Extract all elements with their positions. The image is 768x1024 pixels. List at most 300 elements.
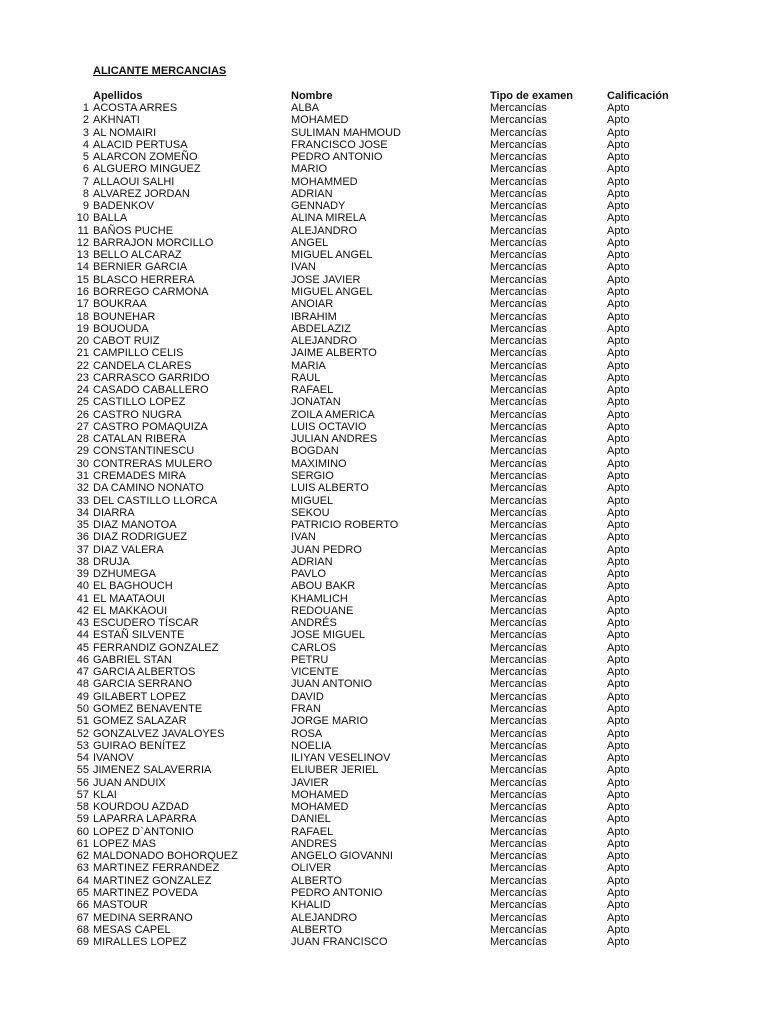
- row-apellidos: BAÑOS PUCHE: [93, 224, 174, 237]
- row-nombre: MOHAMMED: [291, 175, 358, 188]
- row-tipo-examen: Mercancías: [490, 224, 547, 237]
- table-row: [0, 899, 768, 911]
- row-nombre: CARLOS: [291, 641, 337, 654]
- table-row: [0, 139, 768, 151]
- row-apellidos: LOPEZ MAS: [93, 837, 156, 850]
- row-apellidos: LOPEZ D`ANTONIO: [93, 825, 194, 838]
- row-apellidos: BORREGO CARMONA: [93, 285, 209, 298]
- row-nombre: SULIMAN MAHMOUD: [291, 126, 402, 139]
- table-row: [0, 850, 768, 862]
- row-tipo-examen: Mercancías: [490, 396, 547, 409]
- row-nombre: ANOIAR: [291, 298, 334, 311]
- table-row: [0, 813, 768, 825]
- row-tipo-examen: Mercancías: [490, 433, 547, 446]
- row-calificacion: Apto: [607, 764, 630, 777]
- row-apellidos: CASADO CABALLERO: [93, 384, 209, 397]
- row-apellidos: MARTINEZ GONZALEZ: [93, 874, 212, 887]
- row-nombre: SEKOU: [291, 506, 330, 519]
- table-row: [0, 544, 768, 556]
- table-row: [0, 531, 768, 543]
- row-apellidos: ESTAÑ SILVENTE: [93, 629, 185, 642]
- row-tipo-examen: Mercancías: [490, 543, 547, 556]
- row-number: 59: [76, 813, 89, 826]
- row-number: 18: [76, 310, 89, 323]
- table-row: [0, 752, 768, 764]
- row-calificacion: Apto: [607, 469, 630, 482]
- row-apellidos: KLAI: [93, 788, 117, 801]
- row-nombre: MARIO: [291, 163, 328, 176]
- row-apellidos: CONSTANTINESCU: [93, 445, 195, 458]
- row-tipo-examen: Mercancías: [490, 568, 547, 581]
- row-number: 35: [76, 519, 89, 532]
- row-apellidos: MEDINA SERRANO: [93, 911, 193, 924]
- table-row: [0, 458, 768, 470]
- row-tipo-examen: Mercancías: [490, 482, 547, 495]
- table-row: [0, 176, 768, 188]
- row-tipo-examen: Mercancías: [490, 874, 547, 887]
- row-nombre: FRANCISCO JOSE: [291, 138, 388, 151]
- row-tipo-examen: Mercancías: [490, 629, 547, 642]
- table-row: [0, 433, 768, 445]
- row-tipo-examen: Mercancías: [490, 445, 547, 458]
- row-apellidos: MIRALLES LOPEZ: [93, 936, 187, 949]
- row-nombre: RAFAEL: [291, 384, 334, 397]
- row-number: 60: [76, 825, 89, 838]
- row-nombre: ALEJANDRO: [291, 335, 358, 348]
- row-apellidos: ALARCON ZOMEÑO: [93, 151, 198, 164]
- row-calificacion: Apto: [607, 837, 630, 850]
- row-tipo-examen: Mercancías: [490, 801, 547, 814]
- table-row: [0, 335, 768, 347]
- row-apellidos: DRUJA: [93, 555, 130, 568]
- row-calificacion: Apto: [607, 801, 630, 814]
- table-row: [0, 347, 768, 359]
- row-number: 5: [82, 151, 89, 164]
- row-apellidos: LAPARRA LAPARRA: [93, 813, 197, 826]
- row-calificacion: Apto: [607, 568, 630, 581]
- row-nombre: ELIUBER JERIEL: [291, 764, 379, 777]
- row-number: 37: [76, 543, 89, 556]
- row-tipo-examen: Mercancías: [490, 703, 547, 716]
- row-nombre: ABDELAZIZ: [291, 322, 351, 335]
- row-apellidos: BOUOUDA: [93, 322, 149, 335]
- row-number: 56: [76, 776, 89, 789]
- row-calificacion: Apto: [607, 347, 630, 360]
- row-tipo-examen: Mercancías: [490, 285, 547, 298]
- table-row: [0, 237, 768, 249]
- table-row: [0, 826, 768, 838]
- row-apellidos: FERRANDIZ GONZALEZ: [93, 641, 219, 654]
- row-number: 32: [76, 482, 89, 495]
- row-tipo-examen: Mercancías: [490, 727, 547, 740]
- row-apellidos: BELLO ALCARAZ: [93, 249, 182, 262]
- row-calificacion: Apto: [607, 752, 630, 765]
- row-number: 9: [82, 200, 89, 213]
- row-apellidos: ALVAREZ JORDAN: [93, 187, 190, 200]
- table-row: [0, 862, 768, 874]
- table-row: [0, 568, 768, 580]
- row-nombre: RAFAEL: [291, 825, 334, 838]
- row-number: 53: [76, 739, 89, 752]
- row-calificacion: Apto: [607, 580, 630, 593]
- row-number: 13: [76, 249, 89, 262]
- row-number: 43: [76, 617, 89, 630]
- table-row: [0, 200, 768, 212]
- row-apellidos: GABRIEL STAN: [93, 653, 172, 666]
- row-tipo-examen: Mercancías: [490, 813, 547, 826]
- row-nombre: JORGE MARIO: [291, 715, 369, 728]
- table-row: [0, 715, 768, 727]
- row-nombre: MIGUEL ANGEL: [291, 285, 373, 298]
- row-nombre: IVAN: [291, 531, 316, 544]
- row-nombre: GENNADY: [291, 200, 346, 213]
- row-nombre: MIGUEL: [291, 494, 334, 507]
- document-title: ALICANTE MERCANCIAS: [93, 65, 227, 77]
- table-row: [0, 163, 768, 175]
- row-apellidos: BLASCO HERRERA: [93, 273, 195, 286]
- row-nombre: PETRU: [291, 653, 329, 666]
- row-number: 39: [76, 568, 89, 581]
- row-tipo-examen: Mercancías: [490, 347, 547, 360]
- row-apellidos: BOUNEHAR: [93, 310, 156, 323]
- row-tipo-examen: Mercancías: [490, 200, 547, 213]
- table-row: [0, 519, 768, 531]
- table-row: [0, 421, 768, 433]
- row-calificacion: Apto: [607, 371, 630, 384]
- row-number: 1: [82, 102, 89, 114]
- row-number: 41: [76, 592, 89, 605]
- row-apellidos: EL BAGHOUCH: [93, 580, 173, 593]
- row-number: 14: [76, 261, 89, 274]
- row-number: 27: [76, 420, 89, 433]
- row-calificacion: Apto: [607, 555, 630, 568]
- row-number: 24: [76, 384, 89, 397]
- row-tipo-examen: Mercancías: [490, 653, 547, 666]
- table-row: [0, 396, 768, 408]
- table-row: [0, 580, 768, 592]
- row-nombre: PAVLO: [291, 568, 327, 581]
- row-apellidos: AL NOMAIRI: [93, 126, 157, 139]
- table-row: [0, 360, 768, 372]
- row-number: 61: [76, 837, 89, 850]
- row-apellidos: CATALAN RIBERA: [93, 433, 187, 446]
- row-number: 42: [76, 604, 89, 617]
- row-number: 3: [82, 126, 89, 139]
- table-row: [0, 936, 768, 948]
- row-apellidos: GUIRAO BENÍTEZ: [93, 739, 186, 752]
- row-nombre: ANGEL: [291, 236, 329, 249]
- row-calificacion: Apto: [607, 666, 630, 679]
- row-calificacion: Apto: [607, 629, 630, 642]
- row-nombre: RAUL: [291, 371, 321, 384]
- results-table-body: [0, 102, 768, 948]
- row-nombre: JULIAN ANDRES: [291, 433, 378, 446]
- row-calificacion: Apto: [607, 923, 630, 936]
- table-row: [0, 617, 768, 629]
- row-number: 49: [76, 690, 89, 703]
- row-tipo-examen: Mercancías: [490, 739, 547, 752]
- row-number: 52: [76, 727, 89, 740]
- table-row: [0, 127, 768, 139]
- row-calificacion: Apto: [607, 310, 630, 323]
- table-row: [0, 298, 768, 310]
- row-apellidos: BOUKRAA: [93, 298, 147, 311]
- row-nombre: JAVIER: [291, 776, 329, 789]
- table-row: [0, 764, 768, 776]
- row-apellidos: ALGUERO MINGUEZ: [93, 163, 201, 176]
- table-row: [0, 274, 768, 286]
- row-calificacion: Apto: [607, 126, 630, 139]
- row-tipo-examen: Mercancías: [490, 175, 547, 188]
- row-number: 28: [76, 433, 89, 446]
- table-row: [0, 384, 768, 396]
- row-apellidos: DZHUMEGA: [93, 568, 156, 581]
- row-tipo-examen: Mercancías: [490, 322, 547, 335]
- row-apellidos: CAMPILLO CELIS: [93, 347, 184, 360]
- row-tipo-examen: Mercancías: [490, 923, 547, 936]
- row-number: 44: [76, 629, 89, 642]
- table-row: [0, 777, 768, 789]
- row-tipo-examen: Mercancías: [490, 359, 547, 372]
- row-number: 29: [76, 445, 89, 458]
- row-number: 47: [76, 666, 89, 679]
- row-tipo-examen: Mercancías: [490, 936, 547, 949]
- row-number: 57: [76, 788, 89, 801]
- row-tipo-examen: Mercancías: [490, 678, 547, 691]
- row-apellidos: MASTOUR: [93, 899, 148, 912]
- row-tipo-examen: Mercancías: [490, 555, 547, 568]
- row-apellidos: GOMEZ SALAZAR: [93, 715, 187, 728]
- row-tipo-examen: Mercancías: [490, 788, 547, 801]
- row-nombre: JUAN PEDRO: [291, 543, 362, 556]
- row-number: 58: [76, 801, 89, 814]
- row-calificacion: Apto: [607, 641, 630, 654]
- row-number: 68: [76, 923, 89, 936]
- table-row: [0, 249, 768, 261]
- table-row: [0, 470, 768, 482]
- row-nombre: IVAN: [291, 261, 316, 274]
- row-apellidos: CASTILLO LOPEZ: [93, 396, 186, 409]
- row-tipo-examen: Mercancías: [490, 825, 547, 838]
- row-nombre: SERGIO: [291, 469, 334, 482]
- row-number: 7: [82, 175, 89, 188]
- table-row: [0, 691, 768, 703]
- row-tipo-examen: Mercancías: [490, 887, 547, 899]
- row-tipo-examen: Mercancías: [490, 592, 547, 605]
- table-row: [0, 887, 768, 899]
- row-calificacion: Apto: [607, 249, 630, 262]
- row-tipo-examen: Mercancías: [490, 371, 547, 384]
- row-number: 8: [82, 187, 89, 200]
- row-calificacion: Apto: [607, 224, 630, 237]
- row-apellidos: CABOT RUIZ: [93, 335, 160, 348]
- row-tipo-examen: Mercancías: [490, 506, 547, 519]
- row-nombre: NOELIA: [291, 739, 332, 752]
- row-calificacion: Apto: [607, 727, 630, 740]
- row-apellidos: DIAZ MANOTOA: [93, 519, 177, 532]
- row-calificacion: Apto: [607, 433, 630, 446]
- row-apellidos: CONTRERAS MULERO: [93, 457, 213, 470]
- row-number: 62: [76, 850, 89, 863]
- row-number: 22: [76, 359, 89, 372]
- row-nombre: ALEJANDRO: [291, 224, 358, 237]
- row-apellidos: GARCIA ALBERTOS: [93, 666, 196, 679]
- row-apellidos: JIMENEZ SALAVERRIA: [93, 764, 212, 777]
- table-row: [0, 409, 768, 421]
- row-nombre: KHAMLICH: [291, 592, 348, 605]
- row-calificacion: Apto: [607, 200, 630, 213]
- row-nombre: ALBERTO: [291, 874, 342, 887]
- row-apellidos: GONZALVEZ JAVALOYES: [93, 727, 225, 740]
- table-row: [0, 261, 768, 273]
- row-number: 45: [76, 641, 89, 654]
- row-number: 40: [76, 580, 89, 593]
- row-nombre: PEDRO ANTONIO: [291, 151, 383, 164]
- row-nombre: LUIS ALBERTO: [291, 482, 369, 495]
- row-nombre: JOSE JAVIER: [291, 273, 361, 286]
- row-calificacion: Apto: [607, 653, 630, 666]
- row-tipo-examen: Mercancías: [490, 837, 547, 850]
- row-nombre: PATRICIO ROBERTO: [291, 519, 399, 532]
- row-nombre: OLIVER: [291, 862, 332, 875]
- row-tipo-examen: Mercancías: [490, 298, 547, 311]
- table-row: [0, 654, 768, 666]
- row-calificacion: Apto: [607, 788, 630, 801]
- table-row: [0, 875, 768, 887]
- row-tipo-examen: Mercancías: [490, 163, 547, 176]
- row-tipo-examen: Mercancías: [490, 752, 547, 765]
- row-tipo-examen: Mercancías: [490, 862, 547, 875]
- row-nombre: IBRAHIM: [291, 310, 337, 323]
- row-number: 16: [76, 285, 89, 298]
- row-apellidos: CARRASCO GARRIDO: [93, 371, 210, 384]
- row-number: 36: [76, 531, 89, 544]
- row-tipo-examen: Mercancías: [490, 850, 547, 863]
- row-apellidos: AKHNATI: [93, 114, 140, 127]
- row-calificacion: Apto: [607, 519, 630, 532]
- row-nombre: MIGUEL ANGEL: [291, 249, 373, 262]
- row-calificacion: Apto: [607, 138, 630, 151]
- row-number: 33: [76, 494, 89, 507]
- row-nombre: DANIEL: [291, 813, 331, 826]
- row-tipo-examen: Mercancías: [490, 580, 547, 593]
- table-row: [0, 728, 768, 740]
- row-calificacion: Apto: [607, 862, 630, 875]
- row-tipo-examen: Mercancías: [490, 715, 547, 728]
- table-row: [0, 678, 768, 690]
- row-calificacion: Apto: [607, 285, 630, 298]
- row-apellidos: DIAZ RODRIGUEZ: [93, 531, 188, 544]
- column-header-apellidos: Apellidos: [93, 90, 143, 102]
- row-nombre: LUIS OCTAVIO: [291, 420, 367, 433]
- row-calificacion: Apto: [607, 813, 630, 826]
- row-apellidos: ALACID PERTUSA: [93, 138, 188, 151]
- row-nombre: ALBA: [291, 102, 320, 114]
- row-nombre: ALINA MIRELA: [291, 212, 367, 225]
- row-tipo-examen: Mercancías: [490, 273, 547, 286]
- table-row: [0, 212, 768, 224]
- row-tipo-examen: Mercancías: [490, 604, 547, 617]
- row-tipo-examen: Mercancías: [490, 420, 547, 433]
- row-number: 51: [76, 715, 89, 728]
- table-row: [0, 924, 768, 936]
- row-tipo-examen: Mercancías: [490, 114, 547, 127]
- row-calificacion: Apto: [607, 273, 630, 286]
- row-calificacion: Apto: [607, 420, 630, 433]
- row-nombre: JAIME ALBERTO: [291, 347, 377, 360]
- row-number: 31: [76, 469, 89, 482]
- row-nombre: ILIYAN VESELINOV: [291, 752, 391, 765]
- row-nombre: BOGDAN: [291, 445, 339, 458]
- row-tipo-examen: Mercancías: [490, 690, 547, 703]
- row-nombre: ADRIAN: [291, 187, 333, 200]
- row-tipo-examen: Mercancías: [490, 911, 547, 924]
- row-tipo-examen: Mercancías: [490, 102, 547, 114]
- row-apellidos: ACOSTA ARRES: [93, 102, 178, 114]
- row-tipo-examen: Mercancías: [490, 335, 547, 348]
- table-row: [0, 151, 768, 163]
- row-number: 4: [82, 138, 89, 151]
- row-tipo-examen: Mercancías: [490, 666, 547, 679]
- row-tipo-examen: Mercancías: [490, 531, 547, 544]
- table-row: [0, 225, 768, 237]
- row-number: 19: [76, 322, 89, 335]
- row-number: 38: [76, 555, 89, 568]
- row-number: 20: [76, 335, 89, 348]
- row-number: 65: [76, 887, 89, 899]
- table-row: [0, 286, 768, 298]
- row-nombre: JONATAN: [291, 396, 341, 409]
- row-apellidos: MALDONADO BOHORQUEZ: [93, 850, 238, 863]
- row-number: 67: [76, 911, 89, 924]
- row-tipo-examen: Mercancías: [490, 617, 547, 630]
- row-tipo-examen: Mercancías: [490, 126, 547, 139]
- row-number: 34: [76, 506, 89, 519]
- row-calificacion: Apto: [607, 384, 630, 397]
- table-row: [0, 323, 768, 335]
- row-number: 64: [76, 874, 89, 887]
- row-number: 25: [76, 396, 89, 409]
- row-tipo-examen: Mercancías: [490, 310, 547, 323]
- row-apellidos: CREMADES MIRA: [93, 469, 186, 482]
- column-header-tipo-examen: Tipo de examen: [490, 90, 573, 102]
- row-calificacion: Apto: [607, 703, 630, 716]
- table-row: [0, 703, 768, 715]
- row-number: 17: [76, 298, 89, 311]
- row-apellidos: CANDELA CLARES: [93, 359, 192, 372]
- table-row: [0, 445, 768, 457]
- row-tipo-examen: Mercancías: [490, 187, 547, 200]
- row-calificacion: Apto: [607, 543, 630, 556]
- row-number: 30: [76, 457, 89, 470]
- row-apellidos: GARCIA SERRANO: [93, 678, 193, 691]
- row-nombre: ALBERTO: [291, 923, 342, 936]
- row-calificacion: Apto: [607, 690, 630, 703]
- row-calificacion: Apto: [607, 592, 630, 605]
- row-nombre: REDOUANE: [291, 604, 354, 617]
- row-calificacion: Apto: [607, 936, 630, 949]
- row-calificacion: Apto: [607, 175, 630, 188]
- row-apellidos: BALLA: [93, 212, 128, 225]
- row-tipo-examen: Mercancías: [490, 457, 547, 470]
- table-row: [0, 605, 768, 617]
- row-tipo-examen: Mercancías: [490, 249, 547, 262]
- row-calificacion: Apto: [607, 163, 630, 176]
- row-calificacion: Apto: [607, 506, 630, 519]
- row-nombre: ADRIAN: [291, 555, 333, 568]
- row-nombre: JOSE MIGUEL: [291, 629, 365, 642]
- row-calificacion: Apto: [607, 899, 630, 912]
